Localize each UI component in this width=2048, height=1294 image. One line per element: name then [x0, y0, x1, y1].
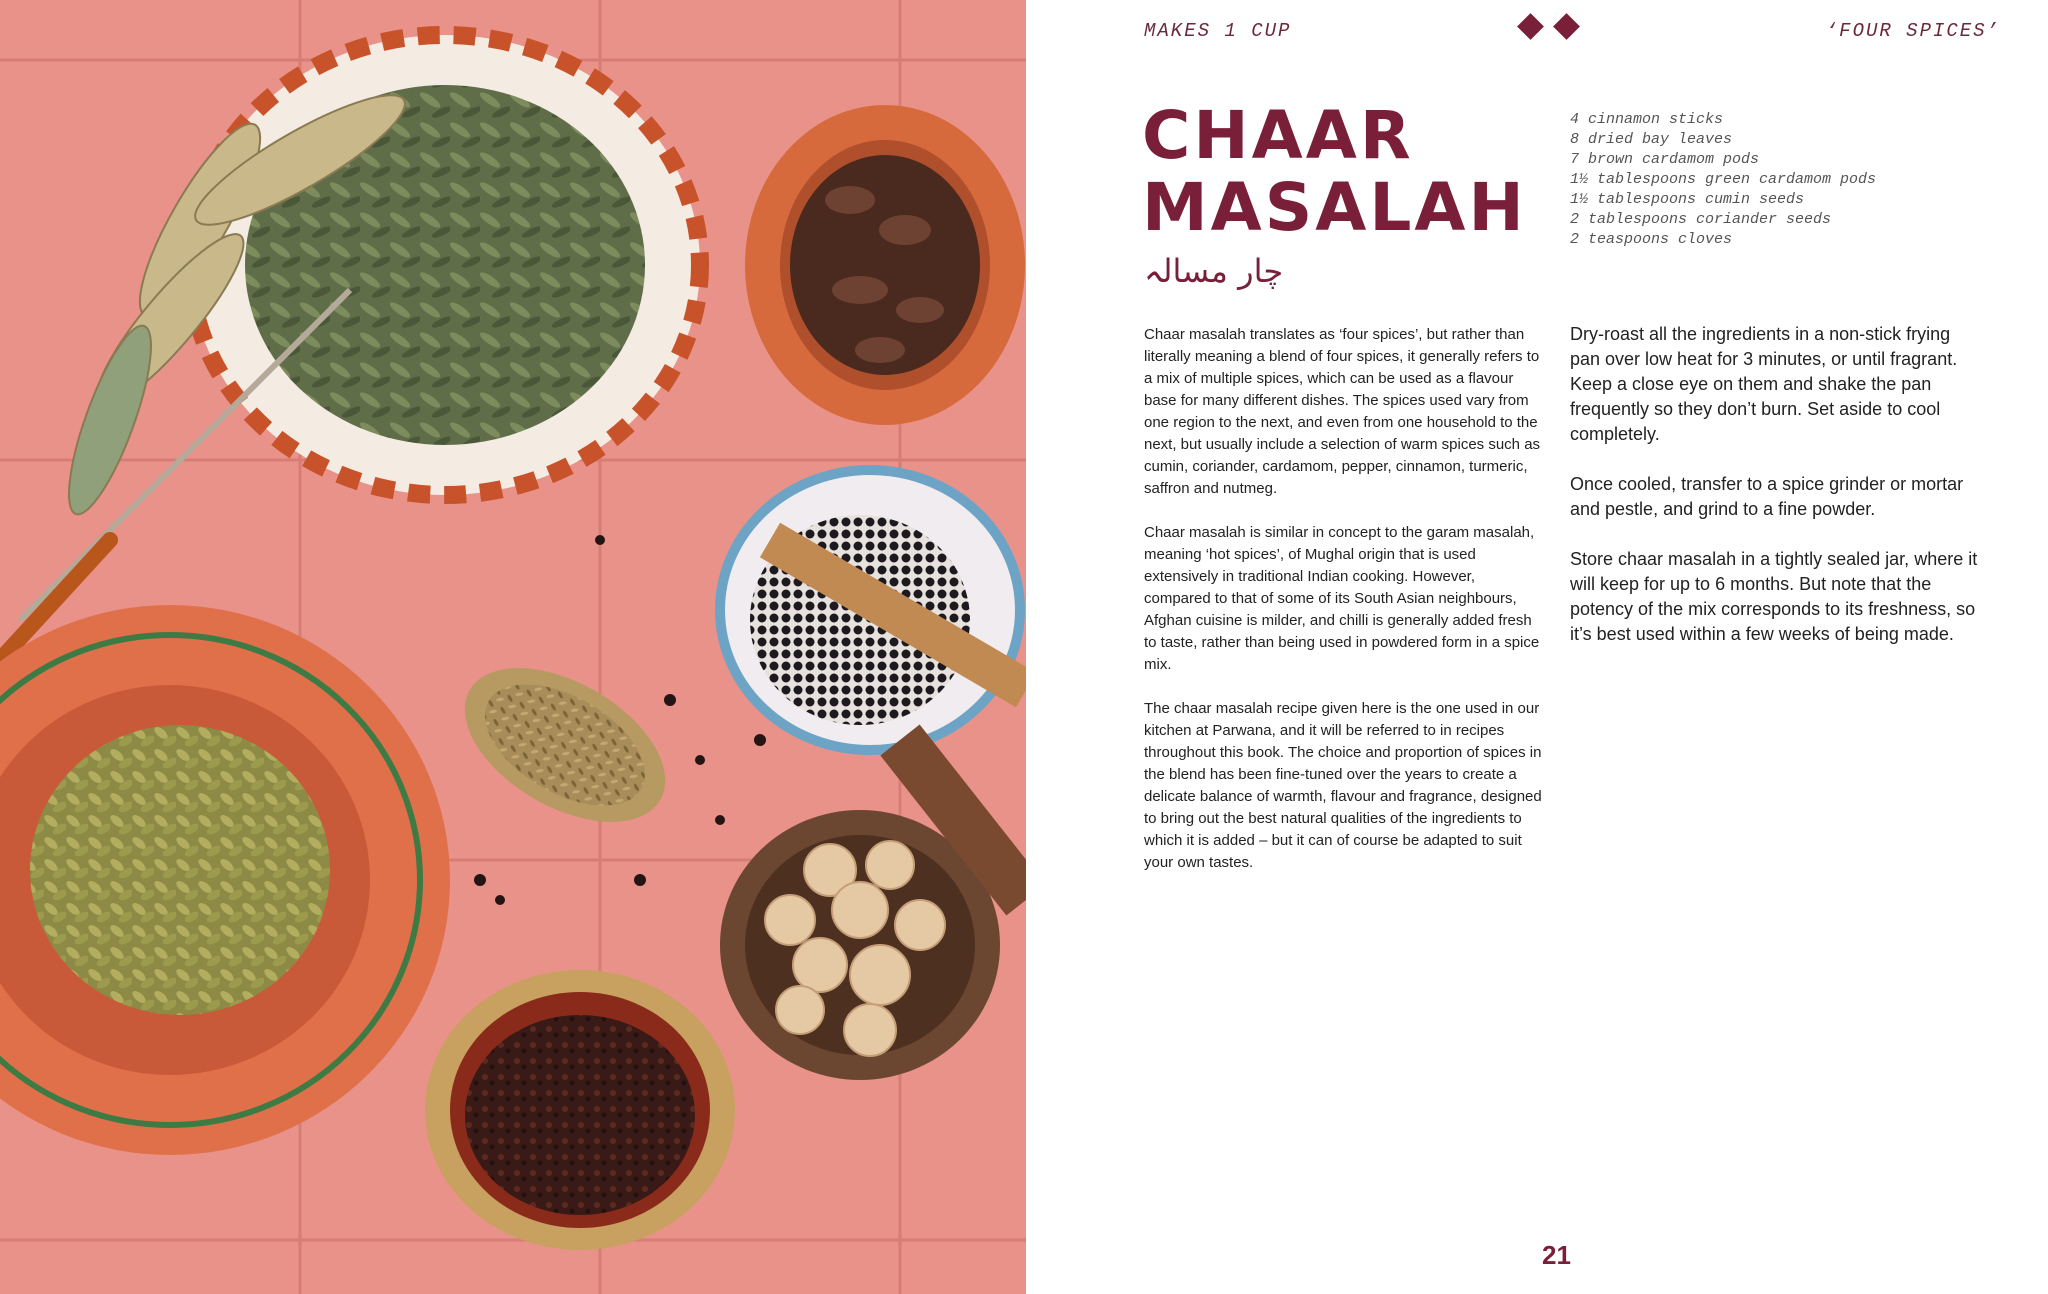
ingredient-item: 4 cinnamon sticks: [1570, 111, 1724, 128]
ingredient-item: 2 tablespoons coriander seeds: [1570, 211, 1832, 228]
diamond-ornament-icon: [1521, 17, 1593, 41]
intro-paragraph: Chaar masalah is similar in concept to the garam masalah, meaning ‘hot spices’, of Mughal origin that is used extensively in traditional Indian cooking. However, compared to that of some of its South Asian neighbours, Afghan cuisine is milder, and chilli is generally added fresh to taste, rather than being used in powdered form in a spice mix.: [1144, 524, 1540, 673]
intro-column: [1144, 324, 1542, 896]
ingredient-item: 2 teaspoons cloves: [1570, 231, 1733, 248]
ingredient-list: [1570, 110, 1876, 250]
ingredient-item: 1½ tablespoons green cardamom pods: [1570, 171, 1877, 188]
method-column: [1570, 322, 1982, 672]
intro-paragraph: Chaar masalah translates as ‘four spices’, but rather than literally meaning a blend of four spices, it generally refers to a mix of multiple spices, which can be used as a flavour base for many different dishes. The spices used vary from one region to the next, and even from one household to the next, but usually include a selection of warm spices such as cumin, coriander, cardamom, pepper, cinnamon, turmeric, saffron and nutmeg.: [1144, 326, 1541, 497]
page-number: 21: [1542, 1240, 1571, 1270]
method-paragraph: Store chaar masalah in a tightly sealed jar, where it will keep for up to 6 months. But note that the potency of the mix corresponds to its freshness, so it’s best used within a few weeks of being made.: [1570, 549, 1978, 644]
method-paragraph: Dry-roast all the ingredients in a non-stick frying pan over low heat for 3 minutes, or until fragrant. Keep a close eye on them and shake the pan frequently so they don’t burn. Set aside to cool completely.: [1570, 324, 1958, 444]
recipe-title-line2: MASALAH: [1142, 169, 1527, 246]
recipe-translation: ‘FOUR SPICES’: [1825, 20, 2000, 42]
ingredient-item: 8 dried bay leaves: [1570, 131, 1733, 148]
recipe-page: [1026, 0, 2048, 1294]
recipe-yield: MAKES 1 CUP: [1144, 20, 1292, 42]
intro-paragraph: The chaar masalah recipe given here is the one used in our kitchen at Parwana, and it will be referred to in recipes throughout this book. The choice and proportion of spices in the blend has been fine-tuned over the years to create a delicate balance of warmth, flavour and fragrance, designed to bring out the best natural qualities of the ingredients to which it is added – but it can of course be adapted to suit your own tastes.: [1144, 700, 1542, 871]
recipe-title: [1142, 97, 1527, 246]
recipe-title-line1: CHAAR: [1142, 97, 1414, 174]
ingredient-item: 1½ tablespoons cumin seeds: [1570, 191, 1805, 208]
method-paragraph: Once cooled, transfer to a spice grinder or mortar and pestle, and grind to a fine powder.: [1570, 474, 1964, 519]
urdu-title: چار مسالہ: [1144, 252, 1284, 290]
ingredient-item: 7 brown cardamom pods: [1570, 151, 1760, 168]
